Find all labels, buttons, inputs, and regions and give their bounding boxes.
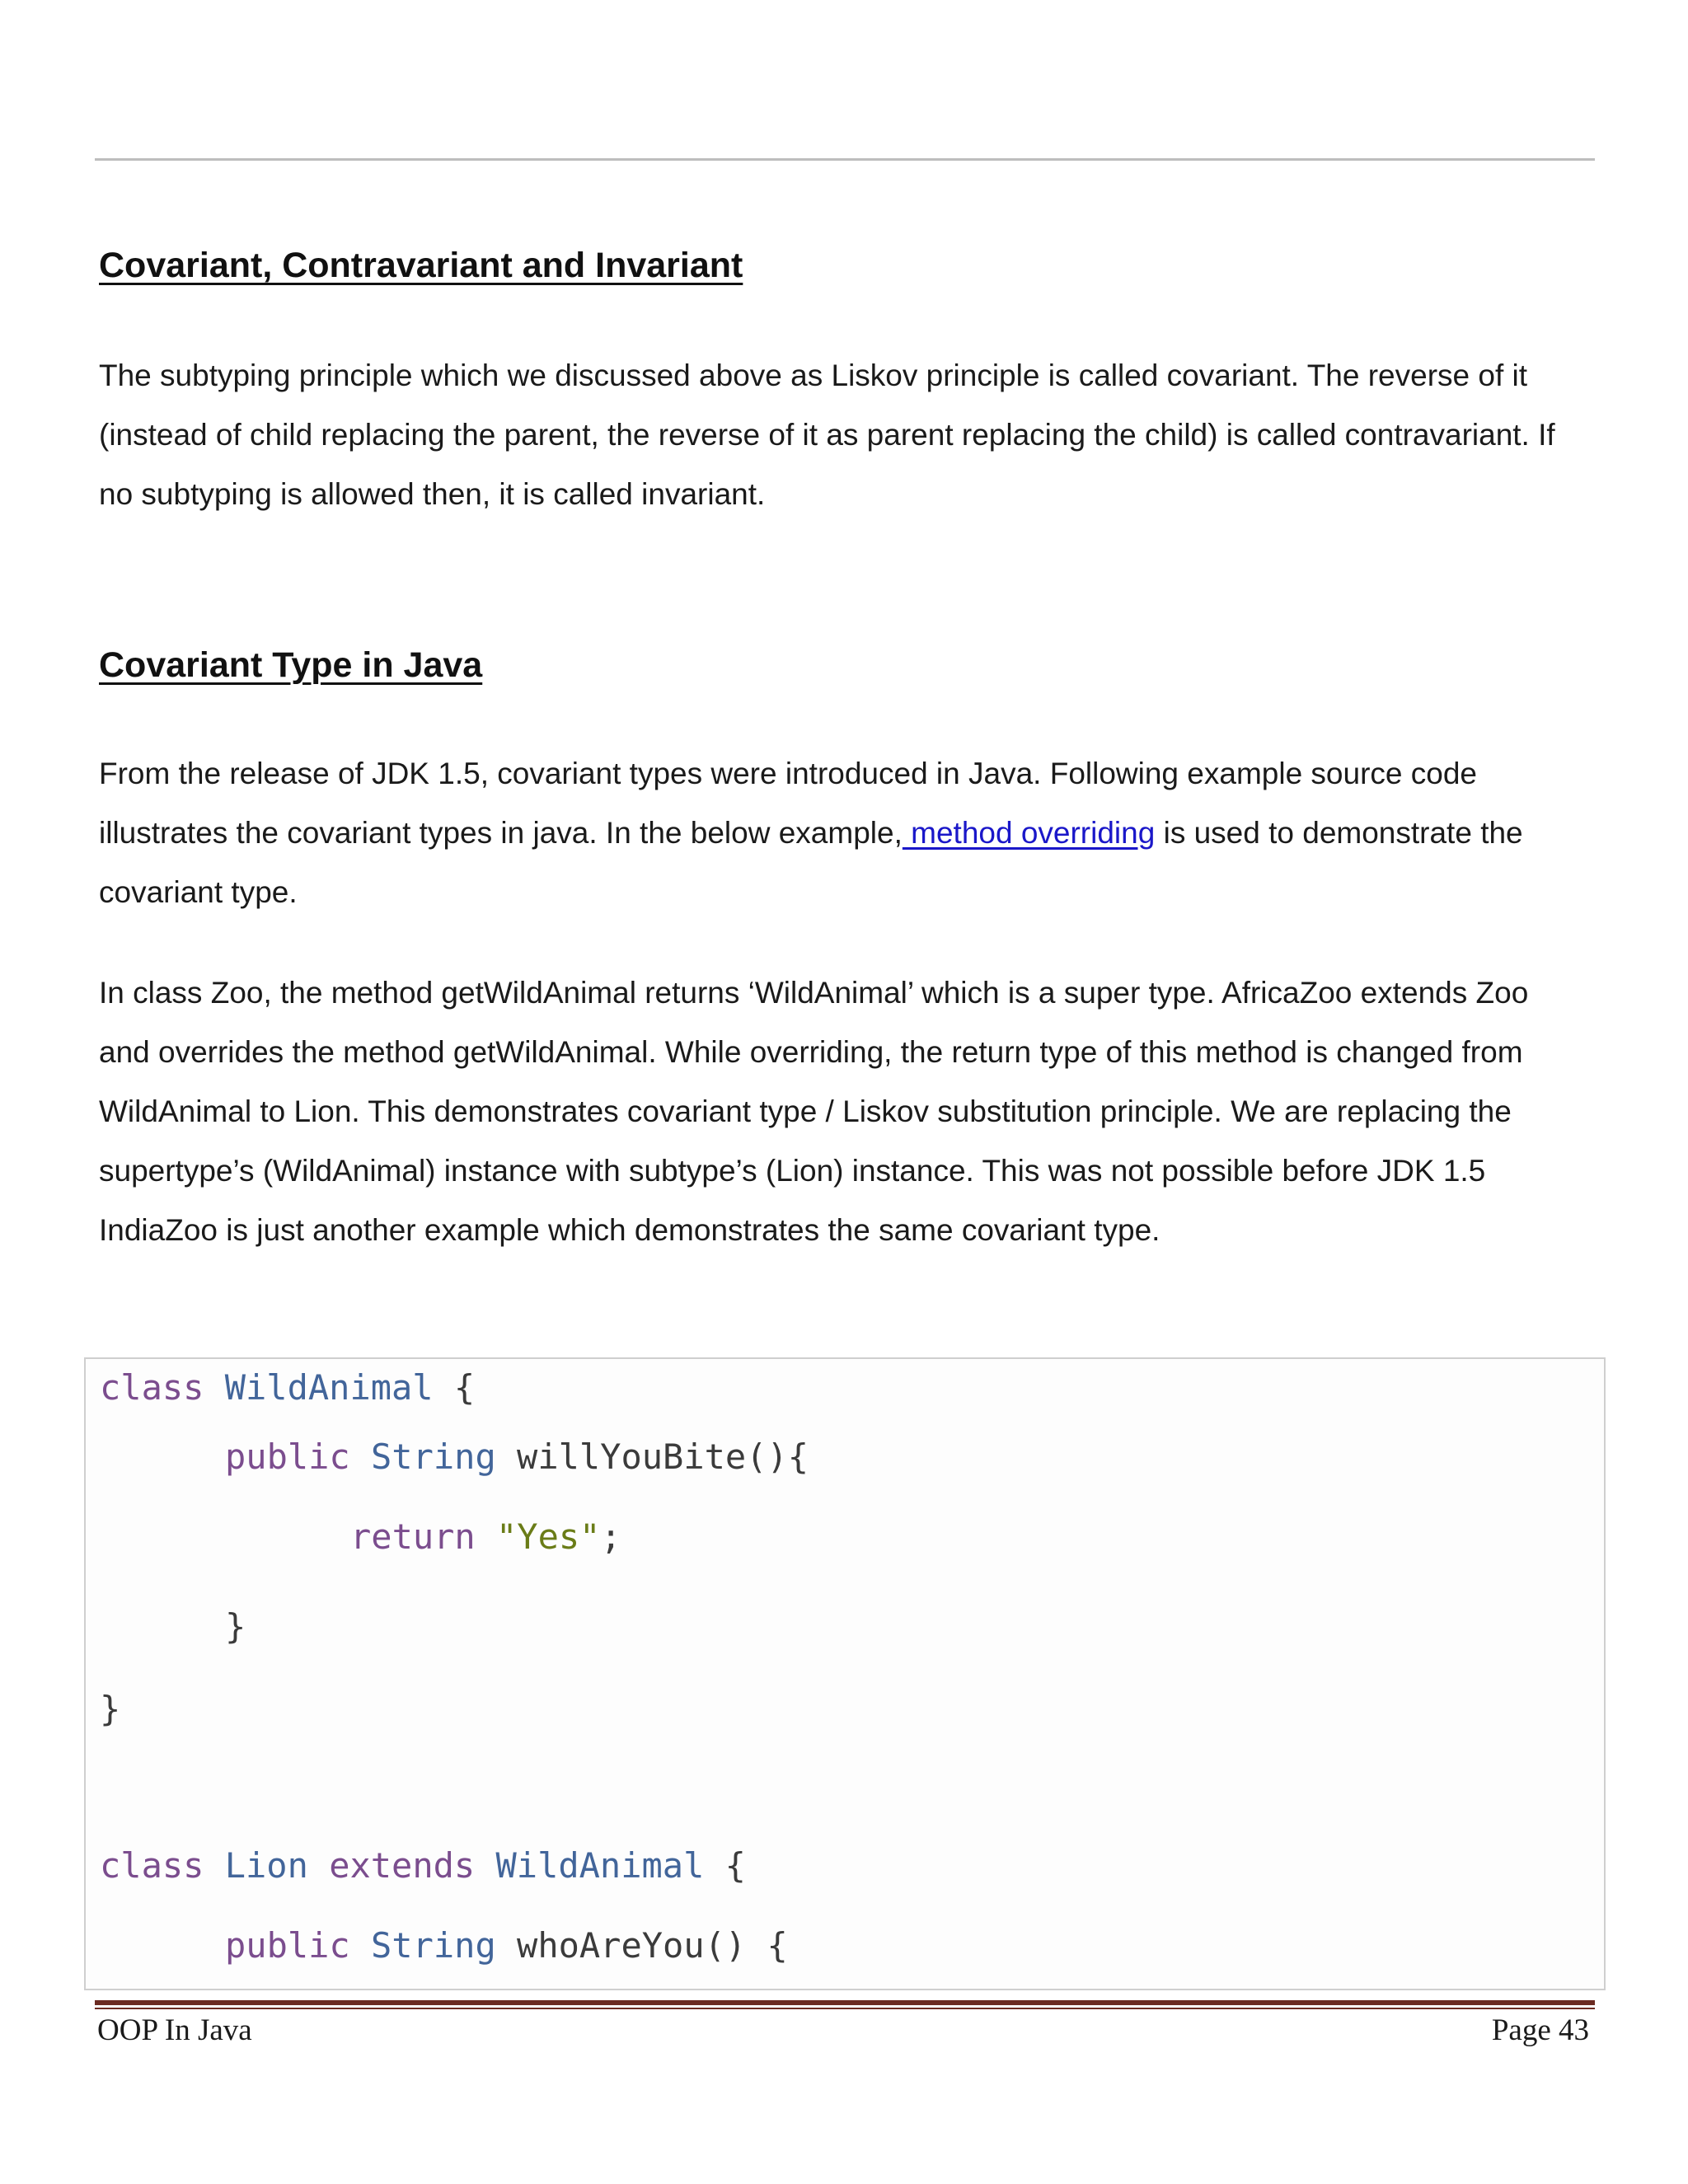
code-punct: } xyxy=(100,1689,121,1729)
code-keyword: class xyxy=(100,1367,204,1408)
code-keyword: extends xyxy=(329,1845,476,1886)
code-type: String xyxy=(371,1436,496,1477)
code-keyword: return xyxy=(350,1516,476,1557)
code-punct: { xyxy=(724,1845,746,1886)
code-line-5 xyxy=(100,1689,120,1729)
code-keyword: class xyxy=(100,1845,204,1886)
footer-rule-thin xyxy=(95,2008,1595,2009)
section-heading-variance: Covariant, Contravariant and Invariant xyxy=(99,246,743,285)
code-type: WildAnimal xyxy=(495,1845,705,1886)
footer-rule-thick xyxy=(95,2000,1595,2005)
code-line-4 xyxy=(225,1606,246,1647)
code-line-7 xyxy=(225,1925,788,1966)
code-block xyxy=(84,1357,1606,1990)
page-number: Page 43 xyxy=(1491,2013,1589,2047)
code-line-6 xyxy=(100,1845,746,1886)
code-keyword: public xyxy=(225,1436,350,1477)
code-keyword: public xyxy=(225,1925,350,1966)
section-heading-covariant-java: Covariant Type in Java xyxy=(99,645,483,685)
code-type: Lion xyxy=(224,1845,308,1886)
code-punct: } xyxy=(225,1606,246,1647)
code-type: String xyxy=(371,1925,496,1966)
code-string: "Yes" xyxy=(496,1516,601,1557)
code-text: whoAreYou() { xyxy=(517,1925,788,1966)
paragraph-text: From the release of JDK 1.5, covariant types were introduced in Java. Following example source code illustrates the covariant types in java. In the below example, xyxy=(99,757,1477,850)
code-text: willYouBite(){ xyxy=(517,1436,809,1477)
paragraph-jdk-release xyxy=(99,744,1582,922)
code-line-1 xyxy=(100,1367,475,1408)
code-line-3 xyxy=(350,1516,621,1557)
code-punct: ; xyxy=(600,1516,621,1557)
paragraph-zoo-example: In class Zoo, the method getWildAnimal returns ‘WildAnimal’ which is a super type. AfricaZoo extends Zoo and overrides the method getWildAnimal. While overriding, the return type of this method is changed from WildAnimal to Lion. This demonstrates covariant type / Liskov substitution principle. We are replacing the supertype’s (WildAnimal) instance with subtype’s (Lion) instance. This was not possible before JDK 1.5 IndiaZoo is just another example which demonstrates the same covariant type. xyxy=(99,976,1529,1247)
code-type: WildAnimal xyxy=(224,1367,434,1408)
paragraph-text: is used to demonstrate the covariant type. xyxy=(99,816,1523,909)
paragraph-variance-intro: The subtyping principle which we discussed above as Liskov principle is called covariant. The reverse of it (instead of child replacing the parent, the reverse of it as parent replacing the child) is called contravariant. If no subtyping is allowed then, it is called invariant. xyxy=(99,359,1555,511)
code-punct: { xyxy=(453,1367,476,1408)
footer-title: OOP In Java xyxy=(97,2013,252,2047)
method-overriding-link[interactable]: method overriding xyxy=(902,816,1156,850)
code-line-2 xyxy=(225,1436,809,1477)
header-rule xyxy=(95,158,1595,161)
